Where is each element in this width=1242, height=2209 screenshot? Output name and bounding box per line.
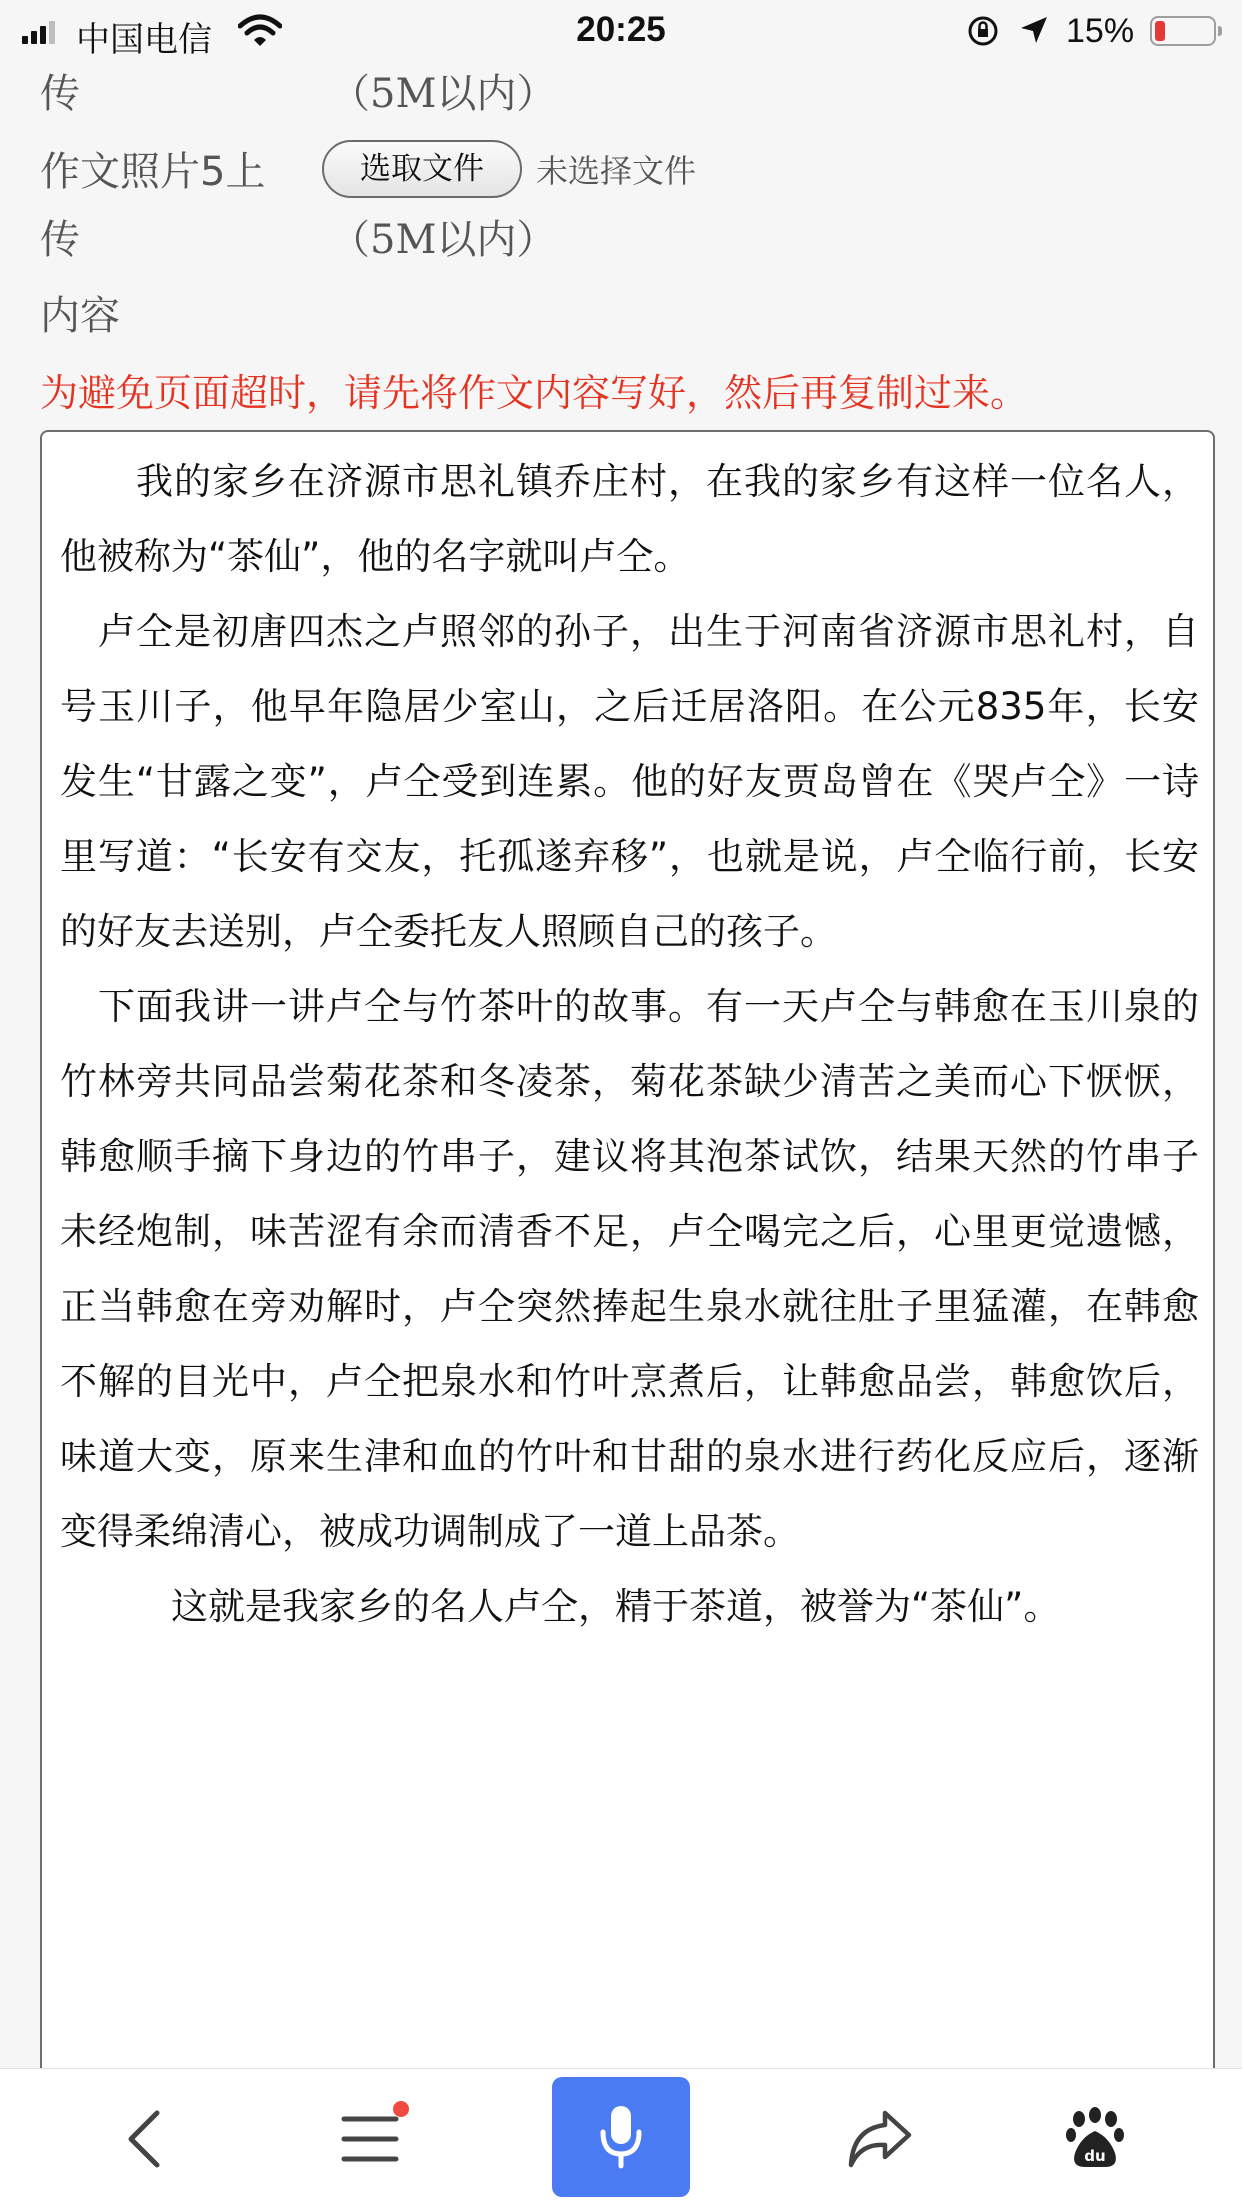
back-icon [123, 2107, 167, 2171]
baidu-paw-icon [1065, 2107, 1125, 2171]
menu-button[interactable] [320, 2069, 420, 2209]
content-label: 内容 [40, 293, 120, 339]
back-button[interactable] [100, 2069, 190, 2209]
battery-percent: 15% [1066, 12, 1135, 50]
essay-paragraph: 下面我讲一讲卢仝与竹茶叶的故事。有一天卢仝与韩愈在玉川泉的竹林旁共同品尝菊花茶和冬凌茶，菊花茶缺少清苦之美而心下恹恹，韩愈顺手摘下身边的竹串子，建议将其泡茶试饮，结果天然的竹串子未经炮制，味苦涩有余而清香不足，卢仝喝完之后，心里更觉遗憾，正当韩愈在旁劝解时，卢仝突然捧起生泉水就往肚子里猛灌，在韩愈不解的目光中，卢仝把泉水和竹叶烹煮后，让韩愈品尝，韩愈饮后，味道大变，原来生津和血的竹叶和甘甜的泉水进行药化反应后，逐渐变得柔绵清心，被成功调制成了一道上品茶。 [60, 985, 1199, 1553]
svg-text:du: du [1084, 2147, 1106, 2165]
menu-icon [340, 2113, 400, 2165]
notification-dot [393, 2101, 409, 2117]
share-button[interactable] [830, 2069, 930, 2209]
essay-paragraph: 卢仝是初唐四杰之卢照邻的孙子，出生于河南省济源市思礼村，自号玉川子，他早年隐居少室山，之后迁居洛阳。在公元835年，长安发生“甘露之变”，卢仝受到连累。他的好友贾岛曾在《哭卢仝》一诗里写道：“长安有交友，托孤遂弃移”，也就是说，卢仝临行前，长安的好友去送别，卢仝委托友人照顾自己的孩子。 [60, 610, 1199, 953]
bottom-toolbar [0, 2068, 1242, 2209]
voice-input-button[interactable] [552, 2077, 690, 2197]
essay-content-textarea[interactable] [40, 430, 1215, 2130]
photo4-size-limit: （5M以内） [330, 71, 557, 117]
clock: 20:25 [576, 10, 666, 49]
status-bar [0, 0, 1242, 62]
battery-icon [1150, 16, 1216, 46]
photo5-label-tail: 传 [40, 217, 80, 263]
choose-file-button[interactable]: 选取文件 [322, 140, 522, 198]
timeout-warning: 为避免页面超时，请先将作文内容写好，然后再复制过来。 [40, 371, 1029, 415]
photo5-size-limit: （5M以内） [330, 217, 557, 263]
carrier-name: 中国电信 [76, 21, 212, 59]
baidu-home-button[interactable] [1050, 2069, 1140, 2209]
photo5-label: 作文照片5上 [40, 149, 266, 195]
microphone-icon [597, 2102, 645, 2172]
essay-paragraph: 我的家乡在济源市思礼镇乔庄村，在我的家乡有这样一位名人，他被称为“茶仙”，他的名字就叫卢仝。 [60, 460, 1199, 578]
share-icon [845, 2107, 915, 2171]
photo4-label-tail: 传 [40, 71, 80, 117]
essay-paragraph: 这就是我家乡的名人卢仝，精于茶道，被誉为“茶仙”。 [60, 1585, 1061, 1628]
location-arrow-icon [1018, 14, 1050, 51]
orientation-lock-icon [966, 14, 1000, 53]
file-status: 未选择文件 [536, 152, 697, 190]
